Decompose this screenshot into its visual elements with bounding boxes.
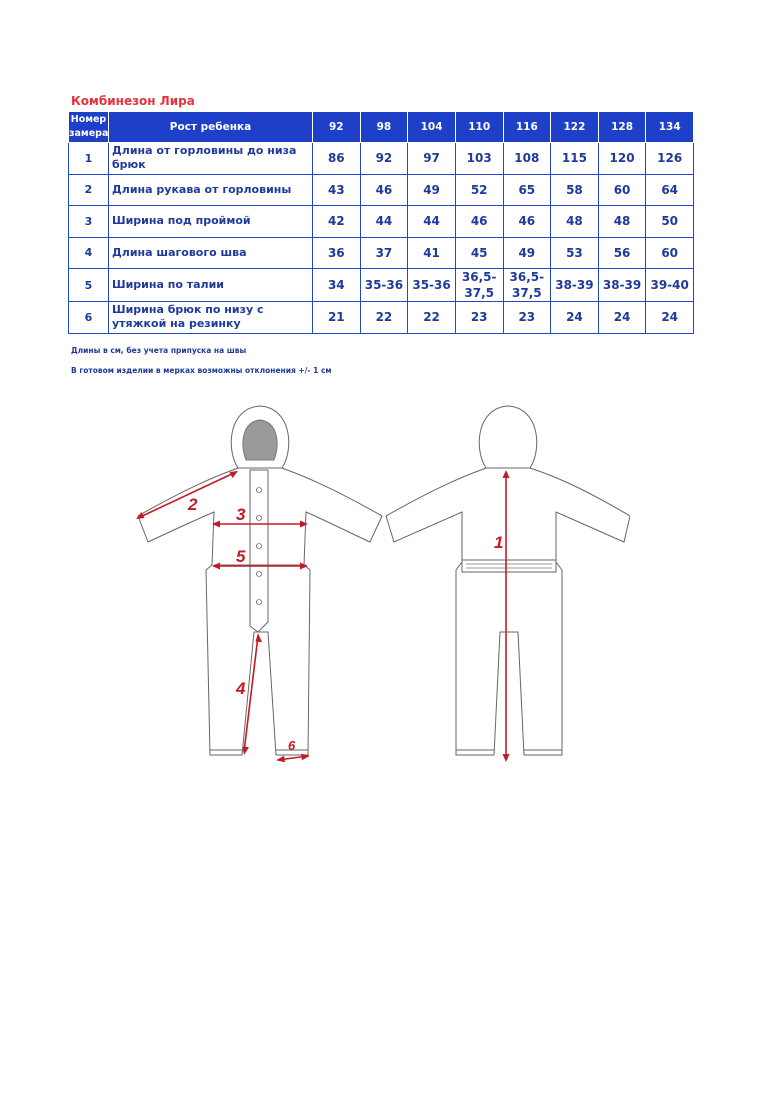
measurement-value: 103	[455, 143, 503, 175]
measurement-value: 108	[503, 143, 551, 175]
measurement-name: Ширина брюк по низу с утяжкой на резинку	[109, 302, 313, 334]
table-row	[69, 269, 694, 302]
header-number: Номер замера	[69, 112, 109, 143]
measure-label-5: 5	[236, 547, 246, 566]
measurement-value: 36,5-37,5	[455, 269, 503, 302]
measurement-value: 120	[598, 143, 646, 175]
row-number: 5	[69, 269, 109, 302]
row-number: 4	[69, 237, 109, 269]
measurement-name: Длина шагового шва	[109, 237, 313, 269]
measurement-value: 46	[455, 206, 503, 238]
measurement-value: 58	[551, 174, 599, 206]
measurement-value: 34	[313, 269, 361, 302]
measurement-value: 48	[551, 206, 599, 238]
table-row	[69, 237, 694, 269]
measurement-value: 39-40	[646, 269, 694, 302]
measurement-value: 56	[598, 237, 646, 269]
snap-button	[257, 572, 262, 577]
measurement-value: 48	[598, 206, 646, 238]
measurement-value: 60	[598, 174, 646, 206]
measurement-value: 35-36	[360, 269, 408, 302]
measure-label-3: 3	[236, 505, 246, 524]
measurement-name: Длина рукава от горловины	[109, 174, 313, 206]
front-hood-opening	[243, 420, 277, 460]
measurement-value: 65	[503, 174, 551, 206]
snap-button	[257, 488, 262, 493]
header-size: 122	[551, 112, 599, 143]
table-row	[69, 206, 694, 238]
measure-label-1: 1	[494, 533, 504, 552]
measurement-value: 50	[646, 206, 694, 238]
table-row	[69, 302, 694, 334]
row-number: 3	[69, 206, 109, 238]
measurement-value: 126	[646, 143, 694, 175]
measurement-name: Длина от горловины до низа брюк	[109, 143, 313, 175]
header-size: 128	[598, 112, 646, 143]
measurement-name: Ширина под проймой	[109, 206, 313, 238]
measurement-value: 44	[360, 206, 408, 238]
product-title: Комбинезон Лира	[71, 94, 195, 108]
measurement-value: 92	[360, 143, 408, 175]
header-size: 134	[646, 112, 694, 143]
garment-diagram	[130, 400, 630, 765]
back-elastic-waist	[462, 560, 556, 572]
measurement-value: 46	[503, 206, 551, 238]
row-number: 1	[69, 143, 109, 175]
table-row	[69, 143, 694, 175]
units-note: Длины в см, без учета припуска на швы	[71, 346, 247, 355]
header-size: 116	[503, 112, 551, 143]
table-row	[69, 174, 694, 206]
header-height: Рост ребенка	[109, 112, 313, 143]
measure-label-4: 4	[236, 679, 246, 698]
measurement-value: 49	[408, 174, 456, 206]
header-size: 98	[360, 112, 408, 143]
snap-button	[257, 516, 262, 521]
size-table	[68, 111, 694, 334]
measurement-value: 24	[598, 302, 646, 334]
measurement-value: 46	[360, 174, 408, 206]
measurement-value: 23	[455, 302, 503, 334]
back-hood	[479, 406, 537, 468]
measurement-value: 115	[551, 143, 599, 175]
measurement-value: 52	[455, 174, 503, 206]
measurement-value: 36,5-37,5	[503, 269, 551, 302]
table-header-row	[69, 112, 694, 143]
measurement-value: 44	[408, 206, 456, 238]
measurement-value: 24	[646, 302, 694, 334]
measurement-value: 53	[551, 237, 599, 269]
measurement-value: 86	[313, 143, 361, 175]
measurement-value: 23	[503, 302, 551, 334]
measurement-value: 97	[408, 143, 456, 175]
measurement-value: 22	[360, 302, 408, 334]
header-size: 104	[408, 112, 456, 143]
tolerance-note: В готовом изделии в мерках возможны отклонения +/- 1 см	[71, 366, 332, 375]
measurement-value: 38-39	[598, 269, 646, 302]
measurement-value: 45	[455, 237, 503, 269]
measurement-value: 64	[646, 174, 694, 206]
measurement-value: 41	[408, 237, 456, 269]
snap-button	[257, 600, 262, 605]
measure-label-6: 6	[288, 738, 296, 753]
measurement-value: 43	[313, 174, 361, 206]
measurement-value: 37	[360, 237, 408, 269]
measurement-value: 49	[503, 237, 551, 269]
measurement-name: Ширина по талии	[109, 269, 313, 302]
measurement-value: 21	[313, 302, 361, 334]
header-size: 110	[455, 112, 503, 143]
header-size: 92	[313, 112, 361, 143]
measure-label-2: 2	[188, 495, 198, 514]
row-number: 6	[69, 302, 109, 334]
back-body	[386, 468, 630, 755]
snap-button	[257, 544, 262, 549]
measurement-value: 35-36	[408, 269, 456, 302]
front-placket	[250, 470, 268, 632]
row-number: 2	[69, 174, 109, 206]
measurement-value: 22	[408, 302, 456, 334]
measurement-value: 36	[313, 237, 361, 269]
measurement-value: 42	[313, 206, 361, 238]
measurement-value: 24	[551, 302, 599, 334]
measurement-value: 38-39	[551, 269, 599, 302]
measurement-value: 60	[646, 237, 694, 269]
